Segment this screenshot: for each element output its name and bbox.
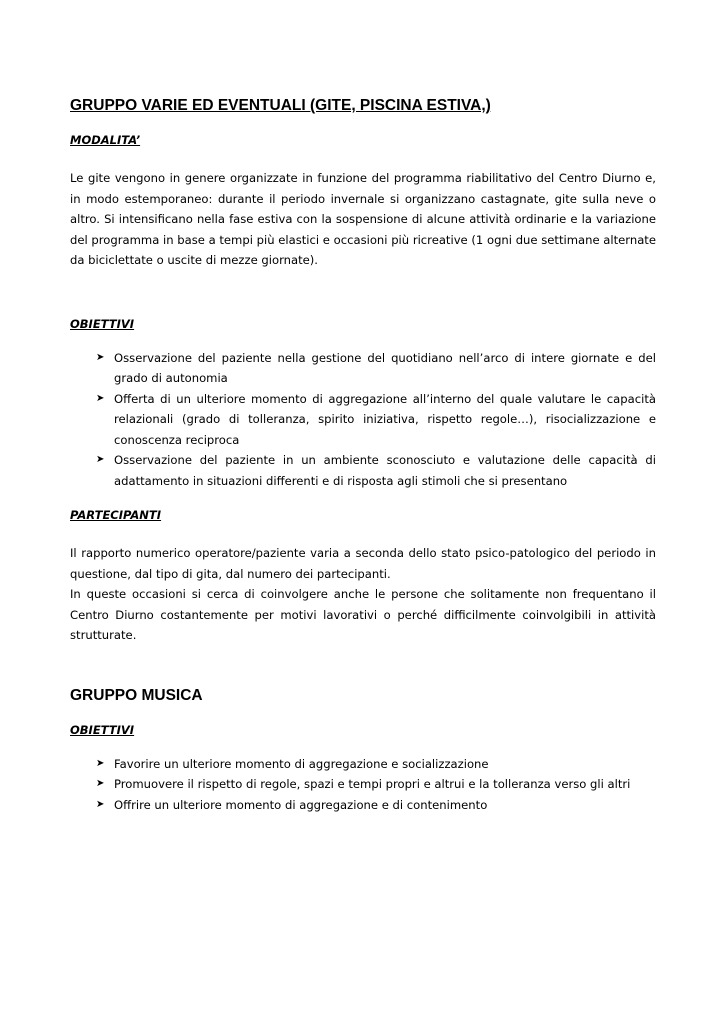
arrowhead-bullet-icon: ➤ [96,798,105,810]
arrowhead-bullet-icon: ➤ [96,454,105,465]
list-item-text: Offerta di un ulteriore momento di aggregazione all’interno del quale valutare le capacità relazionali (grado di tolleranza, spirito iniziativa, rispetto regole…), risocializzazione e conoscenza reciproca [114,391,656,447]
heading-obiettivi-2: OBIETTIVI [70,722,135,737]
modalita-paragraph: Le gite vengono in genere organizzate in funzione del programma riabilitativo del Centro Diurno e, in modo estemporaneo: durante il periodo invernale si organizzano castagnate, gite sulla neve o altro. Si intensificano nella fase estiva con la sospensione di alcune attività ordinarie e la variazione del programma in base a tempi più elastici e occasioni più ricreative (1 ogni due settimane alternate da biciclettate o uscite di mezze giornate). [70,171,656,267]
heading-obiettivi-1: OBIETTIVI [70,316,135,331]
heading-modalita: MODALITA’ [70,133,141,147]
partecipanti-paragraph-2: In queste occasioni si cerca di coinvolgere anche le persone che solitamente non frequentano il Centro Diurno costantemente per motivi lavorativi o perché difficilmente coinvolgibili in attività strutturate. [70,587,656,642]
partecipanti-paragraph-1: Il rapporto numerico operatore/paziente varia a seconda dello stato psico-patologico del periodo in questione, dal tipo di gita, dal numero dei partecipanti. [70,546,656,581]
list-item-text: Osservazione del paziente nella gestione del quotidiano nell’arco di intere giornate e del grado di autonomia [114,350,656,385]
list-item-text: Favorire un ulteriore momento di aggregazione e socializzazione [114,756,489,771]
arrowhead-bullet-icon: ➤ [96,757,105,769]
section-title-gruppo-varie: GRUPPO VARIE ED EVENTUALI (GITE, PISCINA ESTIVA,) [70,97,491,114]
heading-partecipanti: PARTECIPANTI [70,508,162,522]
list-item [96,795,656,816]
list-item [96,754,656,775]
obiettivi-list-2 [70,754,656,816]
obiettivi-list-1 [70,348,656,492]
list-item [96,389,656,451]
list-item-text: Promuovere il rispetto di regole, spazi e tempi propri e altrui e la tolleranza verso gli altri [114,777,631,791]
list-item-text: Offrire un ulteriore momento di aggregazione e di contenimento [114,797,488,812]
arrowhead-bullet-icon: ➤ [96,392,105,404]
document-page [70,96,656,815]
list-item [96,774,656,795]
arrowhead-bullet-icon: ➤ [96,351,105,363]
section-title-gruppo-musica: GRUPPO MUSICA [70,686,203,704]
list-item [96,450,656,491]
arrowhead-bullet-icon: ➤ [96,778,105,789]
list-item-text: Osservazione del paziente in un ambiente sconosciuto e valutazione delle capacità di adattamento in situazioni differenti e di risposta agli stimoli che si presentano [114,453,656,488]
list-item [96,348,656,389]
